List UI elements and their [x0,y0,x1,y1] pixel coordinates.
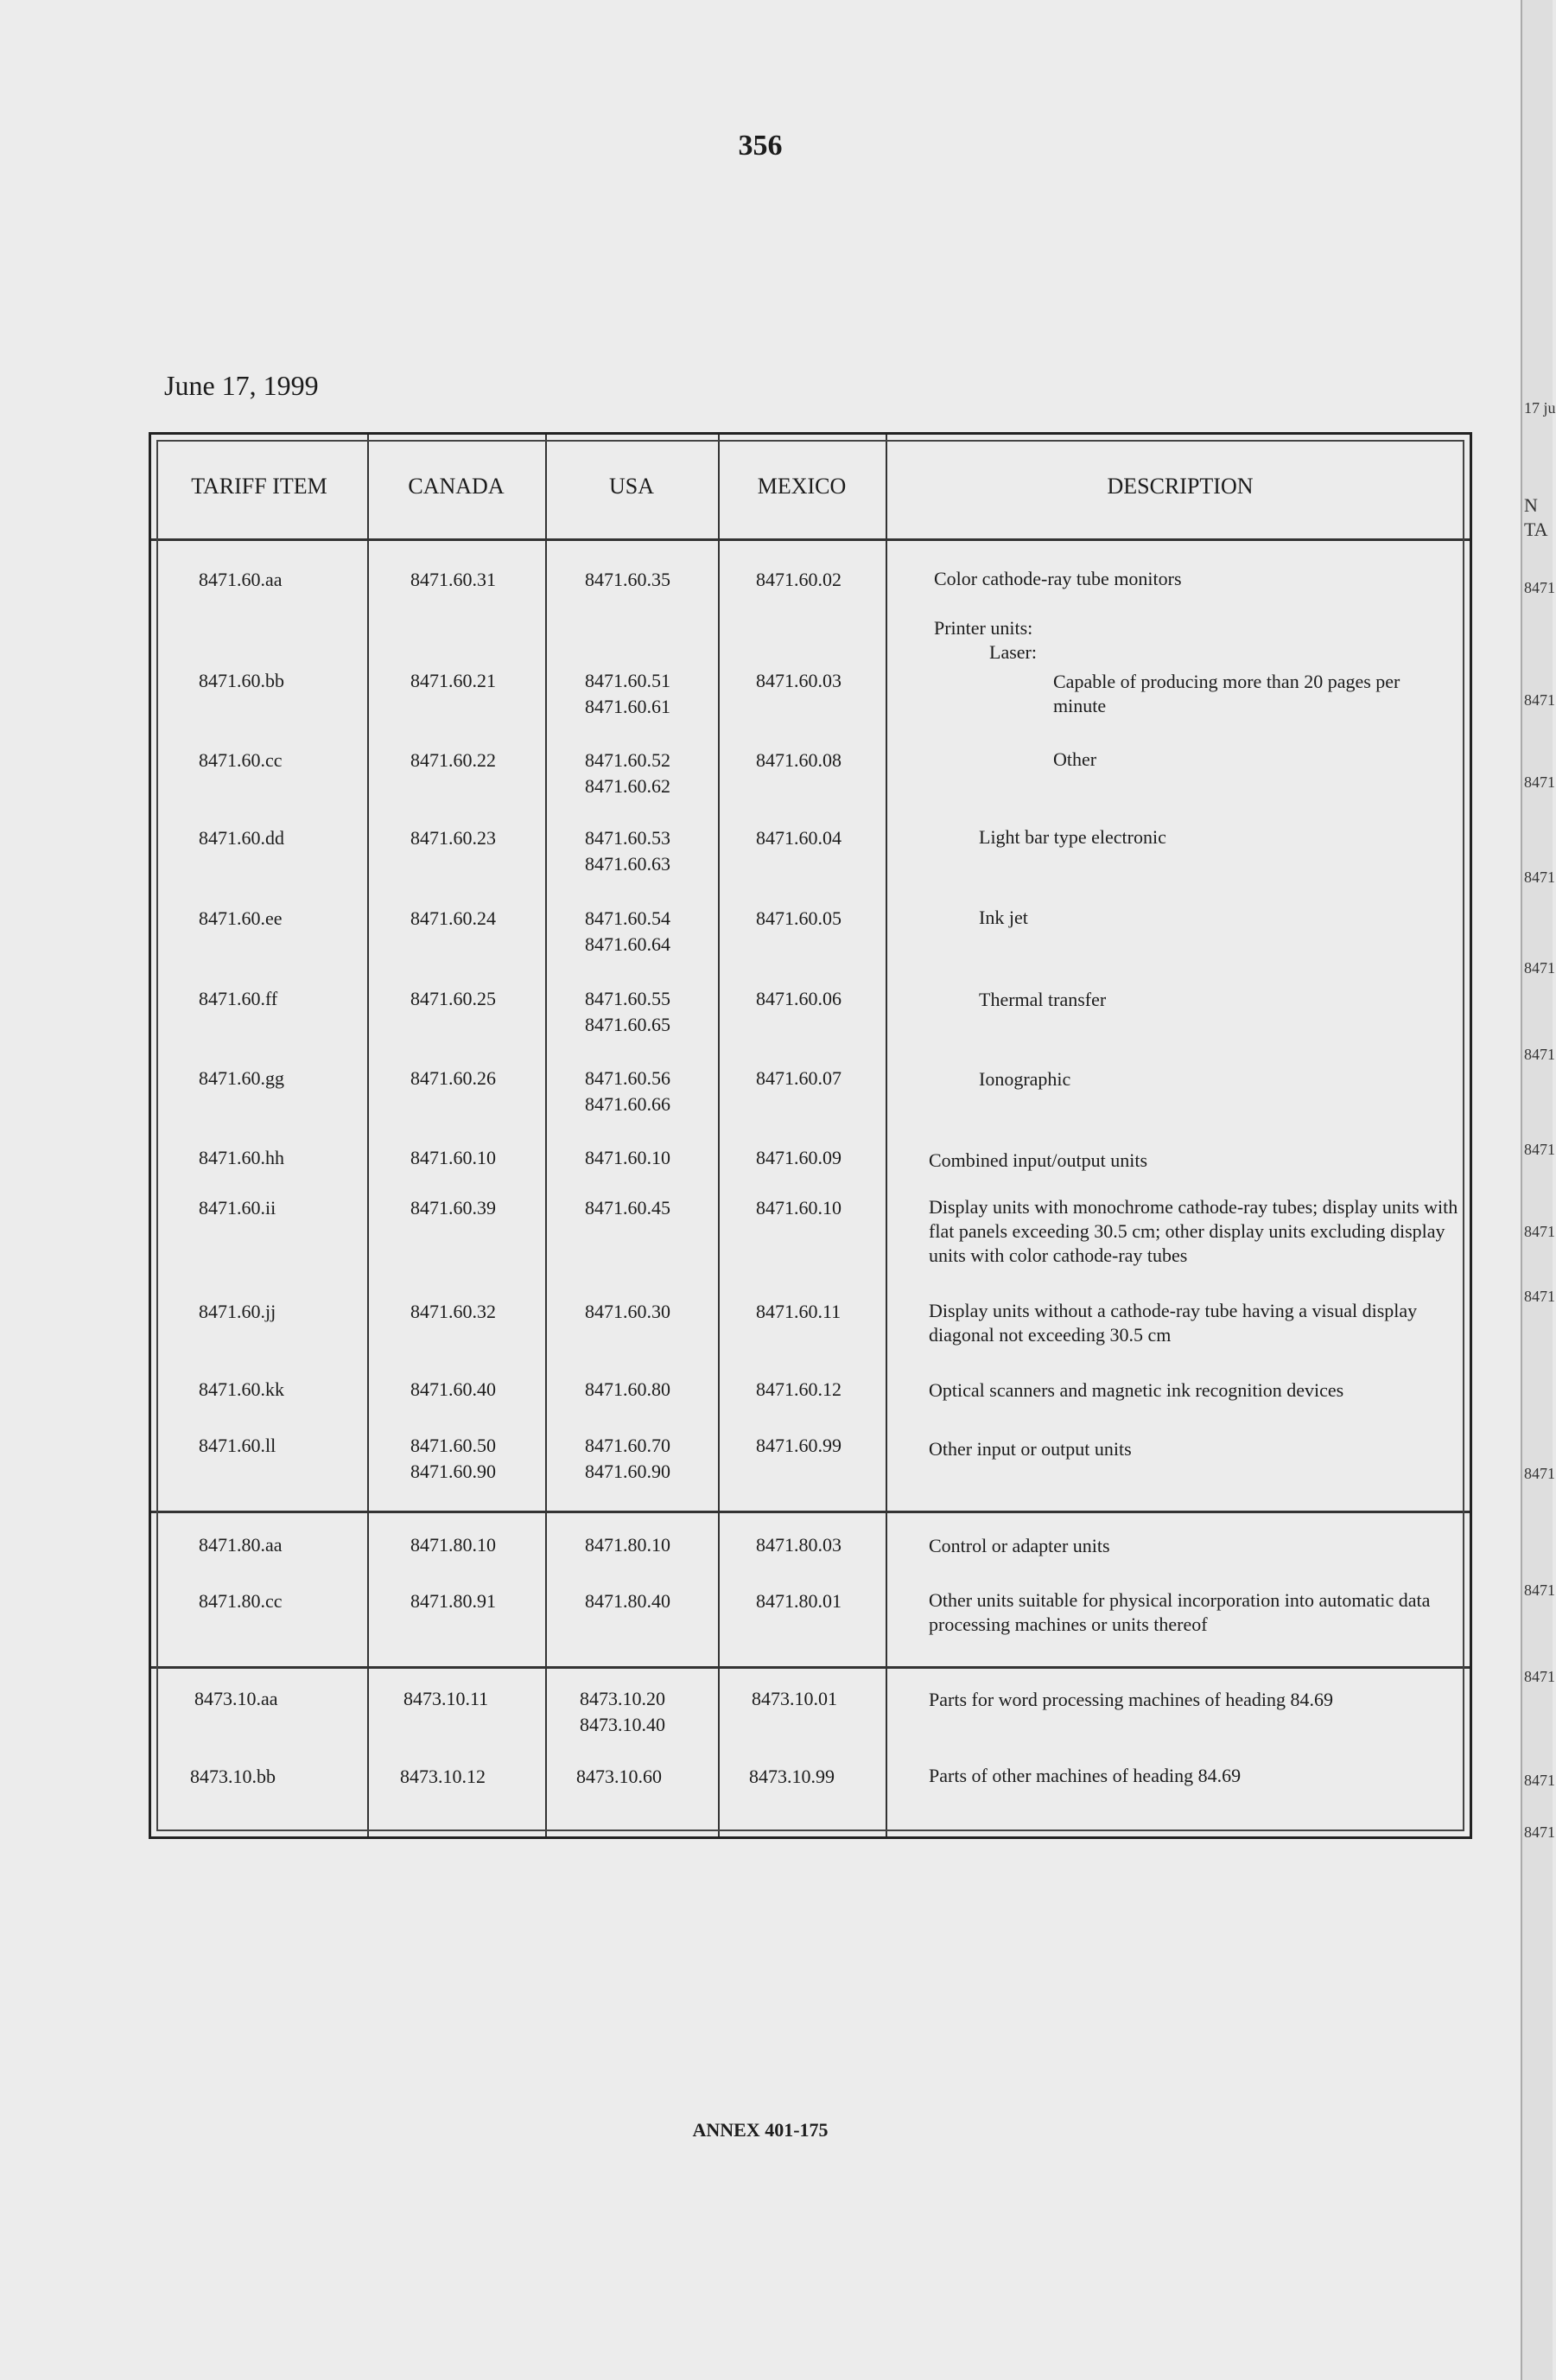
mexico-cell: 8473.10.01 [752,1688,837,1709]
description-cell: Combined input/output units [929,1149,1148,1171]
strip-label: 8471 [1524,1223,1555,1240]
section-divider [151,1666,1470,1669]
description-cell: Color cathode-ray tube monitors [934,568,1182,589]
usa-cell: 8471.60.45 [585,1197,670,1219]
mexico-cell: 8471.60.07 [756,1067,842,1089]
header-usa: USA [608,474,654,499]
mexico-cell: 8471.60.04 [756,827,842,849]
tariff-cell: 8473.10.aa [194,1688,278,1709]
tariff-cell: 8471.60.dd [199,827,284,849]
description-cell: Display units with monochrome cathode-ray tubes; display units with flat panels exceeding 30.5 cm; other display units excluding display units with color cathode-ray tubes [929,1196,1458,1266]
description-cell: Capable of producing more than 20 pages per minute [1053,671,1400,716]
usa-cell: 8471.60.70 8471.60.90 [585,1435,670,1482]
usa-cell: 8471.80.10 [585,1534,670,1556]
usa-cell: 8471.60.51 8471.60.61 [585,670,670,717]
column-divider [886,435,887,1836]
strip-label: 8471 [1524,869,1555,886]
strip-label: 8471 [1524,1141,1555,1158]
strip-label: 8471 [1524,959,1555,977]
section-divider [151,1511,1470,1513]
strip-label: 8471 [1524,691,1555,709]
tariff-cell: 8471.60.jj [199,1301,276,1322]
tariff-cell: 8471.60.ll [199,1435,276,1456]
tariff-cell: 8471.60.aa [199,569,283,590]
canada-cell: 8471.60.39 [410,1197,496,1219]
tariff-cell: 8471.60.ff [199,988,278,1009]
mexico-cell: 8471.60.12 [756,1378,842,1400]
strip-label: 8471 [1524,1581,1555,1599]
canada-cell: 8471.60.26 [410,1067,496,1089]
strip-label: TA [1524,519,1548,540]
tariff-cell: 8471.80.cc [199,1590,283,1612]
usa-cell: 8471.60.80 [585,1378,670,1400]
description-cell: Ionographic [979,1068,1071,1090]
canada-cell: 8471.60.32 [410,1301,496,1322]
page-number: 356 [738,130,783,162]
mexico-cell: 8471.60.09 [756,1147,842,1168]
canada-cell: 8471.60.31 [410,569,496,590]
tariff-cell: 8473.10.bb [190,1766,276,1787]
canada-cell: 8471.60.10 [410,1147,496,1168]
usa-cell: 8471.60.56 8471.60.66 [585,1067,670,1115]
description-cell: Control or adapter units [929,1535,1110,1556]
column-divider [718,435,720,1836]
usa-cell: 8473.10.20 8473.10.40 [580,1688,665,1735]
printer-units-label: Printer units: [934,617,1033,639]
canada-cell: 8471.60.40 [410,1378,496,1400]
strip-label: 8471 [1524,1046,1555,1063]
mexico-cell: 8471.60.11 [756,1301,842,1322]
tariff-cell: 8471.80.aa [199,1534,283,1556]
column-divider [367,435,369,1836]
mexico-cell: 8471.60.03 [756,670,842,691]
annex-footer: ANNEX 401-175 [692,2119,829,2141]
canada-cell: 8471.60.24 [410,907,496,929]
description-cell: Thermal transfer [979,989,1107,1010]
tariff-cell: 8471.60.cc [199,749,283,771]
description-cell: Optical scanners and magnetic ink recognition devices [929,1379,1344,1401]
canada-cell: 8471.60.21 [410,670,496,691]
mexico-cell: 8471.60.08 [756,749,842,771]
usa-cell: 8471.60.30 [585,1301,670,1322]
header-tariff-item: TARIFF ITEM [191,474,327,499]
strip-label: 17 ju [1524,399,1556,417]
usa-cell: 8471.60.53 8471.60.63 [585,827,670,875]
description-cell: Other [1053,748,1097,770]
description-cell: Other input or output units [929,1438,1132,1460]
strip-label: N [1524,494,1538,516]
column-divider [545,435,547,1836]
header-canada: CANADA [408,474,505,499]
adjacent-page-strip [1521,0,1556,2380]
mexico-cell: 8471.60.06 [756,988,842,1009]
laser-label: Laser: [989,641,1037,663]
document-date: June 17, 1999 [164,370,319,401]
usa-cell: 8471.60.35 [585,569,670,590]
usa-cell: 8471.60.52 8471.60.62 [585,749,670,797]
canada-cell: 8473.10.12 [400,1766,486,1787]
mexico-cell: 8471.80.01 [756,1590,842,1612]
strip-label: 8471 [1524,1465,1555,1482]
tariff-cell: 8471.60.bb [199,670,284,691]
canada-cell: 8471.60.25 [410,988,496,1009]
description-cell: Ink jet [979,907,1028,928]
canada-cell: 8471.60.23 [410,827,496,849]
header-description: DESCRIPTION [1107,474,1254,499]
tariff-cell: 8471.60.gg [199,1067,284,1089]
strip-label: 8471 [1524,773,1555,791]
description-cell: Display units without a cathode-ray tube having a visual display diagonal not exceeding 30.5 cm [929,1300,1418,1346]
tariff-cell: 8471.60.hh [199,1147,284,1168]
mexico-cell: 8471.60.02 [756,569,842,590]
canada-cell: 8471.80.91 [410,1590,496,1612]
description-cell: Parts for word processing machines of heading 84.69 [929,1689,1334,1710]
description-cell: Parts of other machines of heading 84.69 [929,1765,1242,1786]
usa-cell: 8473.10.60 [576,1766,662,1787]
usa-cell: 8471.60.10 [585,1147,670,1168]
mexico-cell: 8473.10.99 [749,1766,835,1787]
mexico-cell: 8471.60.99 [756,1435,842,1456]
canada-cell: 8473.10.11 [403,1688,489,1709]
mexico-cell: 8471.80.03 [756,1534,842,1556]
canada-cell: 8471.80.10 [410,1534,496,1556]
mexico-cell: 8471.60.05 [756,907,842,929]
strip-label: 8471 [1524,1288,1555,1305]
strip-label: 8471 [1524,1772,1555,1789]
canada-cell: 8471.60.22 [410,749,496,771]
tariff-table [149,432,1472,1839]
usa-cell: 8471.80.40 [585,1590,670,1612]
canada-cell: 8471.60.50 8471.60.90 [410,1435,496,1482]
tariff-cell: 8471.60.ee [199,907,283,929]
usa-cell: 8471.60.54 8471.60.64 [585,907,670,955]
description-cell: Light bar type electronic [979,826,1166,848]
header-divider [151,538,1470,541]
strip-label: 8471 [1524,579,1555,596]
strip-label: 8471 [1524,1668,1555,1685]
usa-cell: 8471.60.55 8471.60.65 [585,988,670,1035]
tariff-cell: 8471.60.kk [199,1378,284,1400]
tariff-cell: 8471.60.ii [199,1197,276,1219]
mexico-cell: 8471.60.10 [756,1197,842,1219]
header-mexico: MEXICO [757,474,847,499]
strip-label: 8471 [1524,1823,1555,1841]
description-cell: Other units suitable for physical incorporation into automatic data processing machines or units thereof [929,1589,1431,1635]
